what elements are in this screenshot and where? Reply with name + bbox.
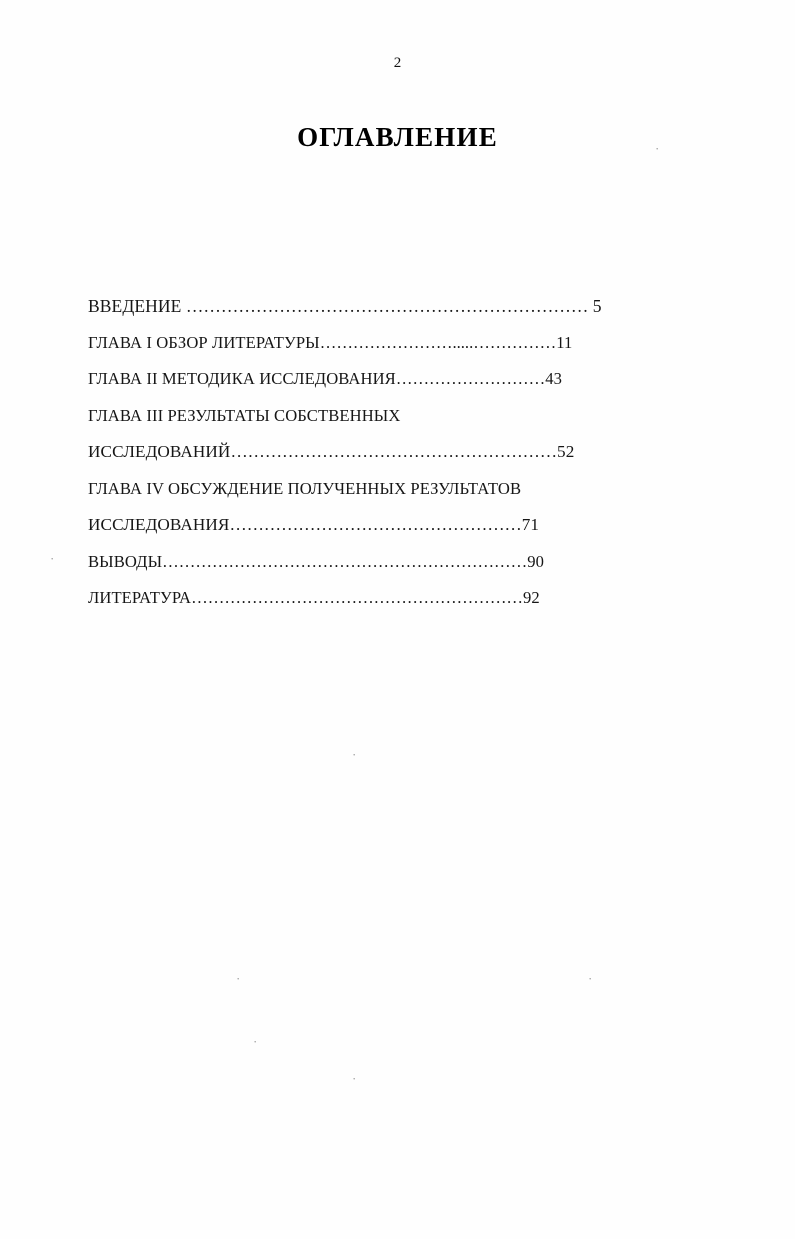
toc-entry-leader: …………………….....…………… [319,332,557,352]
toc-entry-label: ГЛАВА II МЕТОДИКА ИССЛЕДОВАНИЯ [88,369,396,388]
toc-entry-leader: …………………………………………… [229,515,522,534]
toc-entry-leader: ………………………………………………………… [162,551,528,571]
toc-entry-chapter-4[interactable] [88,471,648,508]
toc-entry-label: ГЛАВА I ОБЗОР ЛИТЕРАТУРЫ [88,332,320,352]
toc-entry-page: 5 [588,296,602,316]
scan-speck: · [253,1034,258,1049]
scan-speck: · [50,551,55,566]
toc-entry-chapter-2[interactable] [88,361,648,398]
scan-speck: · [236,971,241,986]
toc-entry-page: 11 [556,332,573,352]
toc-entry-introduction[interactable] [88,288,648,325]
scan-speck: · [655,141,660,156]
table-of-contents [88,288,648,617]
page-title: ОГЛАВЛЕНИЕ [297,122,498,152]
toc-entry-leader: ………………………………………………… [230,442,557,461]
toc-entry-references[interactable] [88,580,648,617]
toc-entry-chapter-3[interactable] [88,398,648,435]
toc-entry-leader: …………………………………………………… [191,588,523,607]
toc-entry-conclusions[interactable] [88,544,648,581]
toc-entry-chapter-3-continued[interactable] [88,434,648,471]
toc-entry-chapter-4-continued[interactable] [88,507,648,544]
toc-entry-label: ВЫВОДЫ [88,551,163,571]
toc-entry-page: 52 [557,442,575,461]
toc-entry-page: 90 [527,551,545,571]
toc-entry-page: 43 [545,369,562,388]
toc-entry-leader: ……………………… [395,369,546,388]
toc-entry-page: 71 [521,515,540,534]
toc-entry-chapter-1[interactable] [88,325,648,362]
toc-entry-label: ЛИТЕРАТУРА [88,588,192,607]
page-number: 2 [393,55,402,71]
toc-entry-label: ГЛАВА III РЕЗУЛЬТАТЫ СОБСТВЕННЫХ [88,405,401,425]
scan-speck: · [588,971,593,986]
toc-entry-page: 92 [523,588,540,607]
toc-entry-label: ВВЕДЕНИЕ [88,296,182,316]
scan-speck: · [352,747,357,762]
toc-entry-label: ИССЛЕДОВАНИЙ [88,442,231,461]
toc-entry-leader: …………………………………………………………… [181,296,589,316]
toc-entry-label: ГЛАВА IV ОБСУЖДЕНИЕ ПОЛУЧЕННЫХ РЕЗУЛЬТАТОВ [88,478,522,498]
toc-entry-label: ИССЛЕДОВАНИЯ [88,515,230,534]
scan-speck: · [352,1071,357,1086]
